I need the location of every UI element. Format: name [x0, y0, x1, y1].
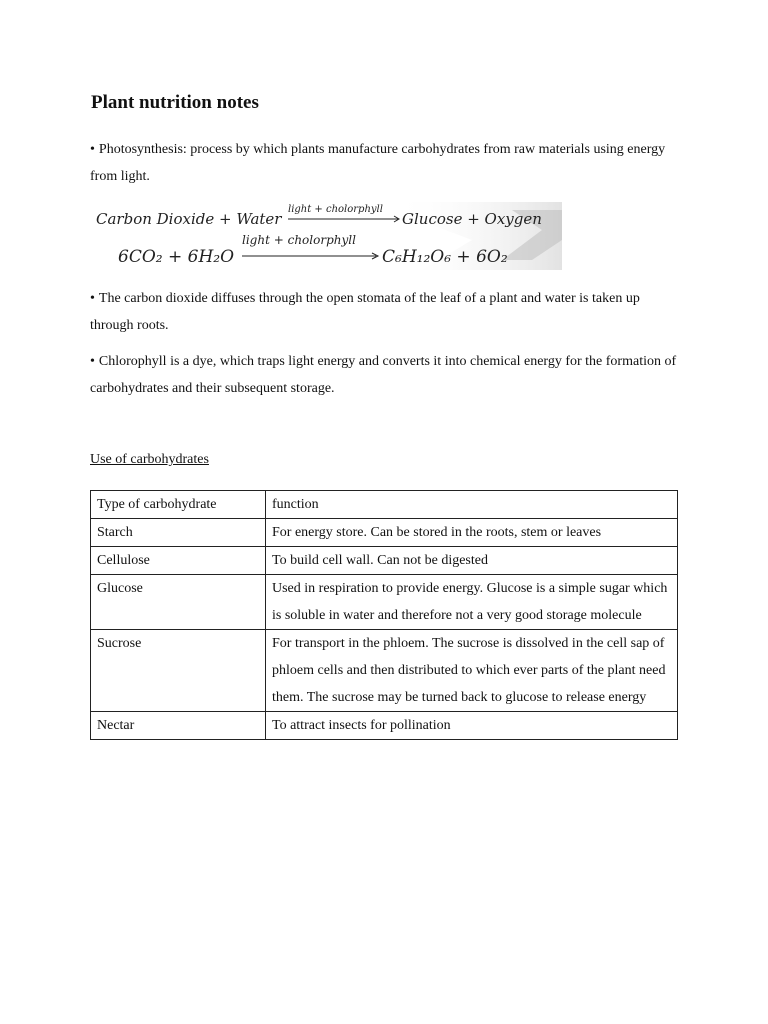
function-cell: Used in respiration to provide energy. Glucose is a simple sugar which is soluble in water and therefore not a very good storage molecule [266, 575, 678, 630]
bullet: • [90, 354, 95, 369]
table-row [91, 547, 678, 575]
carbohydrate-type-cell: Cellulose [91, 547, 266, 575]
equation-word-left: Carbon Dioxide + Water [96, 210, 282, 228]
photosynthesis-equation-image [92, 200, 562, 272]
function-cell: For transport in the phloem. The sucrose is dissolved in the cell sap of phloem cells and then distributed to which ever parts of the plant need them. The sucrose may be turned back to glucose to release energy [266, 630, 678, 712]
function-cell: For energy store. Can be stored in the roots, stem or leaves [266, 519, 678, 547]
page-title: Plant nutrition notes [91, 92, 259, 113]
carbohydrate-type-cell: Sucrose [91, 630, 266, 712]
paragraph-text: The carbon dioxide diffuses through the open stomata of the leaf of a plant and water is taken up through roots. [90, 291, 640, 333]
equation-word-right: Glucose + Oxygen [402, 210, 542, 228]
table-row [91, 575, 678, 630]
paragraph-carbon-dioxide [90, 285, 680, 339]
equation-symbol-arrow-label: light + cholorphyll [242, 233, 356, 247]
carbohydrate-type-cell: Starch [91, 519, 266, 547]
bullet: • [90, 142, 95, 157]
paragraph-chlorophyll [90, 348, 680, 402]
carbohydrate-type-cell: Glucose [91, 575, 266, 630]
equation-symbol-right: C₆H₁₂O₆ + 6O₂ [382, 247, 508, 267]
carbohydrates-table [90, 490, 678, 740]
paragraph-photosynthesis [90, 136, 680, 190]
table-row [91, 519, 678, 547]
paragraph-text: Photosynthesis: process by which plants manufacture carbohydrates from raw materials using energy from light. [90, 142, 666, 184]
bullet: • [90, 291, 95, 306]
paragraph-text: Chlorophyll is a dye, which traps light energy and converts it into chemical energy for the formation of carbohydrates and their subsequent storage. [90, 354, 677, 396]
header-cell: Type of carbohydrate [91, 491, 266, 519]
function-cell: To build cell wall. Can not be digested [266, 547, 678, 575]
table-row [91, 630, 678, 712]
table-row [91, 712, 678, 740]
equation-symbol-left: 6CO₂ + 6H₂O [118, 247, 235, 267]
carbohydrate-type-cell: Nectar [91, 712, 266, 740]
function-cell: To attract insects for pollination [266, 712, 678, 740]
table-header-row [91, 491, 678, 519]
section-heading: Use of carbohydrates [90, 452, 209, 467]
equation-word-arrow-label: light + cholorphyll [288, 204, 383, 215]
header-cell: function [266, 491, 678, 519]
